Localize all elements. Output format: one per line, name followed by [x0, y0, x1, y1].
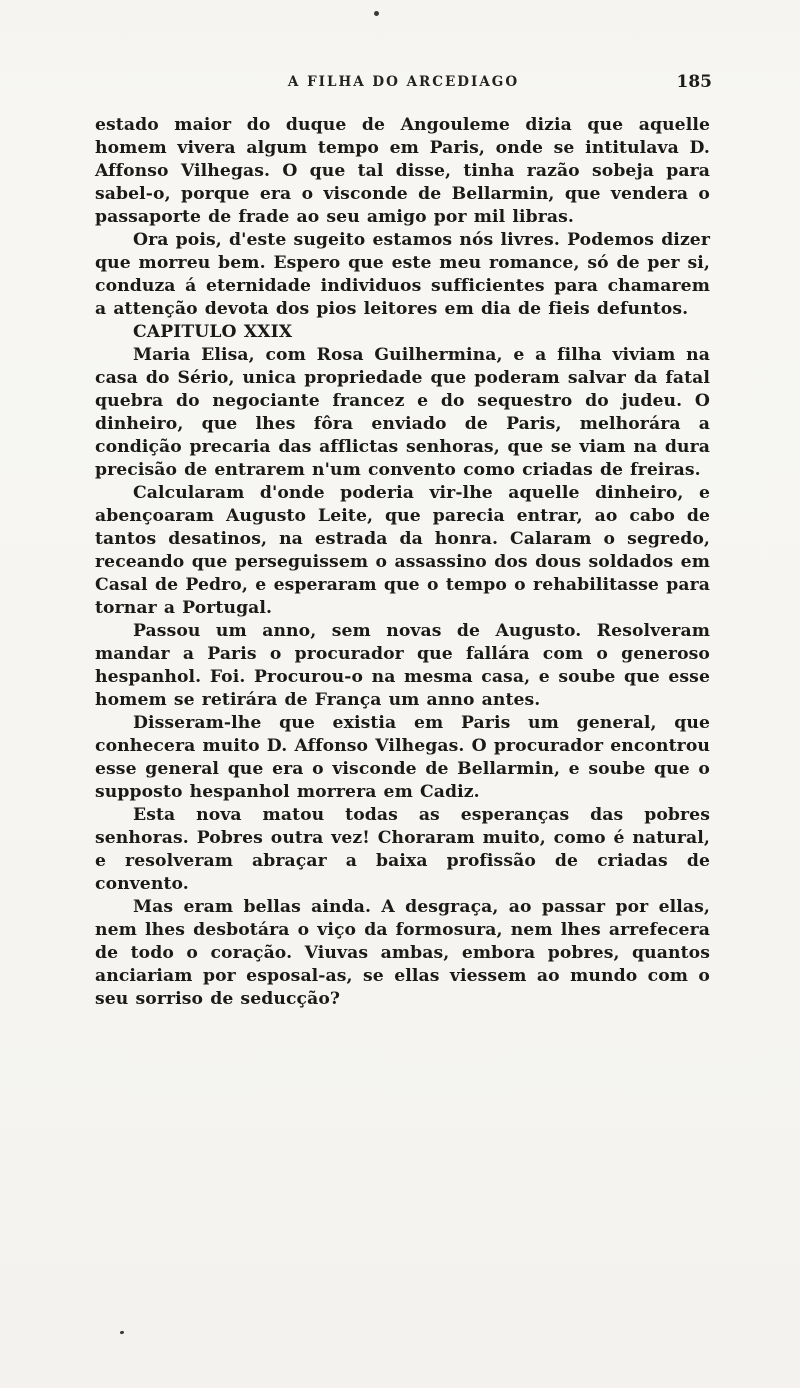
page-header	[95, 74, 712, 98]
paragraph: Mas eram bellas ainda. A desgraça, ao passar por ellas, nem lhes desbotára o viço da formosura, nem lhes arrefecera de todo o coração. Viuvas ambas, embora pobres, quantos anciariam por esposal-as, se ellas viessem ao mundo com o seu sorriso de seducção?	[95, 897, 710, 1009]
paragraph: estado maior do duque de Angouleme dizia que aquelle homem vivera algum tempo em Paris, onde se intitulava D. Affonso Vilhegas. O que tal disse, tinha razão sobeja para sabel-o, porque era o visconde de Bellarmin, que vendera o passaporte de frade ao seu amigo por mil libras.	[95, 115, 710, 227]
running-title: A FILHA DO ARCEDIAGO	[287, 74, 520, 90]
page-number: 185	[676, 72, 712, 92]
scan-speck	[120, 1330, 125, 1334]
paragraph: Esta nova matou todas as esperanças das pobres senhoras. Pobres outra vez! Choraram muito, como é natural, e resolveram abraçar a baixa profissão de criadas de convento.	[95, 805, 710, 894]
paragraph: Maria Elisa, com Rosa Guilhermina, e a filha viviam na casa do Sério, unica propriedade que poderam salvar da fatal quebra do negociante francez e do sequestro do judeu. O dinheiro, que lhes fôra enviado de Paris, melhorára a condição precaria das afflictas senhoras, que se viam na dura precisão de entrarem n'um convento como criadas de freiras.	[95, 345, 710, 480]
paragraph: Passou um anno, sem novas de Augusto. Resolveram mandar a Paris o procurador que fallára com o generoso hespanhol. Foi. Procurou-o na mesma casa, e soube que esse homem se retirára de França um anno antes.	[95, 621, 710, 710]
paragraph: Disseram-lhe que existia em Paris um general, que conhecera muito D. Affonso Vilhegas. O procurador encontrou esse general que era o visconde de Bellarmin, e soube que o supposto hespanhol morrera em Cadiz.	[95, 713, 710, 802]
paragraph: Calcularam d'onde poderia vir-lhe aquelle dinheiro, e abençoaram Augusto Leite, que parecia entrar, ao cabo de tantos desatinos, na estrada da honra. Calaram o segredo, receando que perseguissem o assassino dos dous soldados em Casal de Pedro, e esperaram que o tempo o rehabilitasse para tornar a Portugal.	[95, 483, 710, 618]
body-text-block	[95, 114, 710, 1011]
paragraph: Ora pois, d'este sugeito estamos nós livres. Podemos dizer que morreu bem. Espero que este meu romance, só de per si, conduza á eternidade individuos sufficientes para chamarem a attenção devota dos pios leitores em dia de fieis defuntos.	[95, 230, 710, 319]
scan-speck	[374, 11, 379, 16]
chapter-heading: CAPITULO XXIX	[133, 322, 293, 342]
